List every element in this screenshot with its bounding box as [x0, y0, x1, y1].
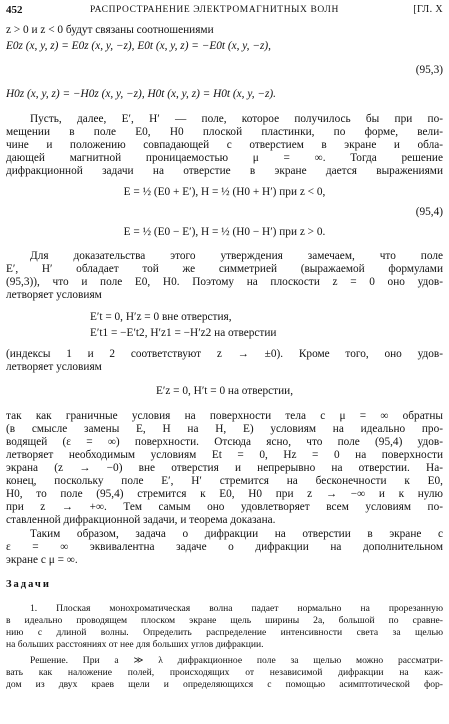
text-line: чине и положению совпадающей с отверстием в экране и обла-: [6, 139, 443, 151]
text-line: (в смысле замены E, H на H, E) условиям на идеально про-: [6, 423, 443, 435]
text-line: ε = ∞ эквивалентна задаче о дифракции на дополнительном: [6, 541, 443, 553]
equation-line: E = ½ (E0 + E′), H = ½ (H0 + H′) при z < 0,: [123, 186, 326, 198]
equation-line: E′t1 = −E′t2, H′z1 = −H′z2 на отверстии: [90, 327, 277, 339]
running-header: [6, 4, 443, 18]
text-line: 1. Плоская монохроматическая волна падает нормально на прорезанную: [30, 603, 443, 614]
text-line: летворяет условиям: [6, 289, 102, 301]
text-line: (95,3)), что и поле E0, H0. Поэтому на плоскости z = 0 оно удов-: [6, 276, 443, 288]
equation-number: (95,3): [415, 64, 443, 76]
text-line: конец, поскольку поле E′, H′ стремится на бесконечности к E0,: [6, 475, 443, 487]
equation-line: E′t = 0, H′z = 0 вне отверстия,: [90, 311, 232, 323]
running-title: РАСПРОСТРАНЕНИЕ ЭЛЕКТРОМАГНИТНЫХ ВОЛН: [90, 5, 339, 15]
text-line: мещении в поле E0, H0 плоской пластинки, по форме, вели-: [6, 126, 443, 138]
text-line: в идеально проводящем плоском экране щель ширины 2a, большой по сравне-: [6, 615, 443, 626]
text-line: дающей магнитной проницаемостью μ = ∞. Тогда решение: [6, 152, 443, 164]
text-line: Пусть, далее, E′, H′ — поле, которое получилось бы при по-: [30, 113, 443, 125]
text-line: E′, H′ обладает той же симметрией (выражаемой формулами: [6, 263, 443, 275]
text-line: нию с длиной волны. Определить распределение интенсивности света за щелью: [6, 627, 443, 638]
equation-line: E′z = 0, H′t = 0 на отверстии,: [155, 385, 294, 397]
text-line: летворяет условиям: [6, 361, 102, 373]
text-line: при z → +∞. Тем самым оно удовлетворяет всем условиям по-: [6, 501, 443, 513]
equation-number: (95,4): [415, 206, 443, 218]
text-line: дифракционной задачи на отверстие в экране дается выражениями: [6, 165, 443, 177]
text-line: водящей (ε = ∞) поверхности. Отсюда ясно, что поле (95,4) удов-: [6, 436, 443, 448]
equation-line: H0z (x, y, z) = −H0z (x, y, −z), H0t (x, y, z) = H0t (x, y, −z).: [6, 88, 276, 100]
text-line: ставленной дифракционной задачи, и теорема доказана.: [6, 514, 276, 526]
text-line: так как граничные условия на поверхности тела с μ = ∞ обратны: [6, 410, 443, 422]
text-line: вать как наложение полей, происходящих от независимой дифракции на каж-: [6, 667, 443, 678]
text-line: H0, то поле (95,4) стремится к E0, H0 при z → −∞ и к нулю: [6, 488, 443, 500]
section-heading: Задачи: [6, 579, 51, 590]
text-line: на больших расстояниях от нее для больших углов дифракции.: [6, 639, 264, 650]
text-line: Для доказательства этого утверждения замечаем, что поле: [30, 250, 443, 262]
text-line: z > 0 и z < 0 будут связаны соотношениями: [6, 24, 214, 36]
text-line: Таким образом, задача о дифракции на отверстии в экране с: [30, 528, 443, 540]
text-line: летворяет необходимым условиям Et = 0, Hz = 0 на поверхности: [6, 449, 443, 461]
text-line: Решение. При a ≫ λ дифракционное поле за щелью можно рассматри-: [30, 655, 443, 666]
equation-line: E = ½ (E0 − E′), H = ½ (H0 − H′) при z > 0.: [123, 226, 326, 238]
text-line: экране с μ = ∞.: [6, 554, 78, 566]
text-line: дом из двух краев щели и определяющихся с помощью асимптотической фор-: [6, 679, 443, 690]
chapter-label: [ГЛ. X: [413, 4, 443, 15]
equation-line: E0z (x, y, z) = E0z (x, y, −z), E0t (x, y, z) = −E0t (x, y, −z),: [6, 40, 271, 52]
text-line: экрана (z → −0) вне отверстия и непрерывно на отверстии. На-: [6, 462, 443, 474]
text-line: (индексы 1 и 2 соответствуют z → ±0). Кроме того, оно удов-: [6, 348, 443, 360]
page-number: 452: [6, 4, 23, 16]
